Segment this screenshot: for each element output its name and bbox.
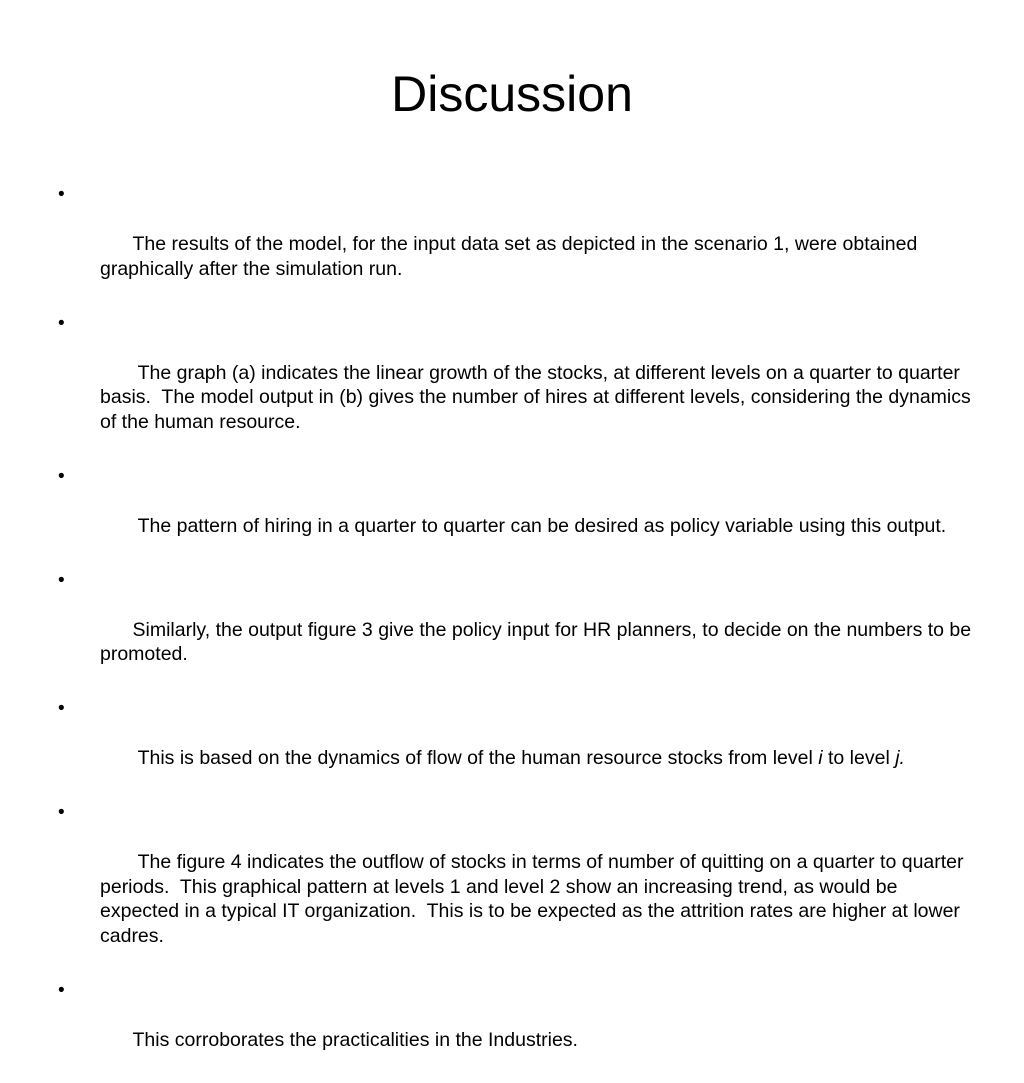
bullet-text (133, 747, 905, 769)
bullet-text: The pattern of hiring in a quarter to quarter can be desired as policy variable using this output. (132, 514, 947, 537)
bullet-marker: • (58, 979, 65, 1001)
bullet-marker: • (58, 569, 65, 591)
bullet-marker: • (58, 698, 65, 719)
bullet-text-segment: to level (822, 747, 896, 769)
bullet-item (55, 569, 975, 692)
bullet-item (55, 312, 975, 459)
bullet-text-segment-italic: j. (895, 747, 905, 769)
bullet-item (55, 465, 975, 563)
bullet-list (55, 183, 975, 1083)
bullet-item (55, 183, 975, 306)
bullet-marker: • (58, 465, 65, 487)
bullet-text: The graph (a) indicates the linear growth of the stocks, at different levels on a quarter to quarter basis. The model output in (b) gives the number of hires at different levels, considering the dynamics of the human resource. (100, 361, 977, 433)
bullet-text: The figure 4 indicates the outflow of stocks in terms of number of quitting on a quarter to quarter periods. This graphical pattern at levels 1 and level 2 show an increasing trend, as would be expected in a typical IT organization. This is to be expected as the attrition rates are higher at lower cadres. (100, 851, 969, 947)
bullet-item (55, 979, 975, 1077)
bullet-text: The results of the model, for the input data set as depicted in the scenario 1, were obtained graphically after the simulation run. (100, 233, 923, 280)
bullet-text: Similarly, the output figure 3 give the policy input for HR planners, to decide on the numbers to be promoted. (100, 618, 977, 665)
bullet-item (55, 801, 975, 973)
bullet-text-segment: This is based on the dynamics of flow of the human resource stocks from level (132, 747, 819, 769)
bullet-text-segment-italic: i (818, 747, 823, 769)
bullet-text: This corroborates the practicalities in the Industries. (132, 1028, 578, 1051)
bullet-marker: • (58, 802, 65, 823)
bullet-item (55, 697, 975, 795)
bullet-marker: • (58, 184, 65, 205)
bullet-marker: • (58, 312, 65, 334)
slide-title: Discussion (391, 66, 633, 122)
